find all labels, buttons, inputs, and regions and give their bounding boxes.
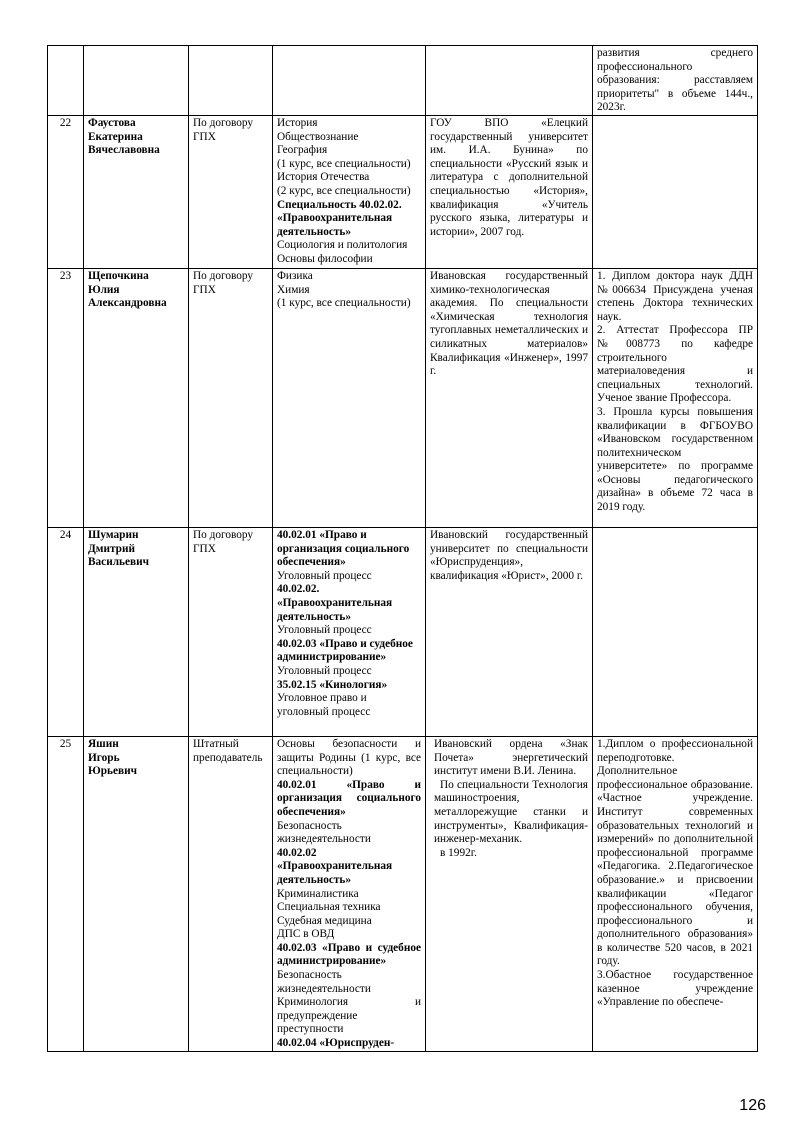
row-number [48,46,84,116]
qualification-item: 3.Обастное государственное казенное учреждение «Управление по обеспече- [597,969,753,1009]
subject-line: (1 курс, все специальности) [277,297,411,310]
education-cell [426,736,593,1051]
qualification-cell [593,115,758,268]
education-cell: Ивановский государственный университет по специальности «Юриспруденция», квалификация «Юрист», 2000 г. [426,527,593,736]
teacher-name [84,736,189,1051]
teacher-name [84,527,189,736]
qualification-item: 3. Прошла курсы повышения квалификации в ФГБОУВО «Ивановском государственном политехническом университете» по программе «Основы педагогического дизайна» в объеме 72 часа в 2019 году. [597,405,753,514]
subject-line: (1 курс, все специальности) [277,157,411,170]
education-cell: Ивановская государственный химико-технологическая академия. По специальности «Химическая технология тугоплавных неметаллических и силикатных материалов» Квалификация «Инженер», 1997 г. [426,268,593,527]
subject-line: Безопасность жизнедеятельности [277,969,371,995]
employment-type [189,46,273,116]
qualification-cell: развития среднего профессионального образования: расставляем приоритеты" в объеме 144ч., 2023г. [593,46,758,116]
qualification-cell [593,736,758,1051]
qualification-cell [593,268,758,527]
subject-line: Обществознание [277,130,359,143]
specialty-heading: 40.02.03 «Право и судебное администрирование» [277,941,421,968]
subject-line: Уголовное право и уголовный процесс [277,692,371,718]
table-row [48,268,758,527]
table-row [48,46,758,116]
patronymic: Вячеславовна [88,144,160,157]
subject-line: История [277,116,318,129]
subject-line: Уголовный процесс [277,664,372,677]
subject-line: История Отечества [277,171,370,184]
subjects-cell [273,736,426,1051]
first-name: Дмитрий [88,542,135,555]
subjects-cell [273,46,426,116]
subject-line: Физика [277,269,313,282]
surname: Фаустова [88,116,136,129]
specialty-heading: 40.02.01 «Право и организация социального обеспечения» [277,528,410,569]
specialty-heading: 40.02.01 «Право и организация социального обеспечения» [277,778,421,818]
subject-line: Криминалистика [277,887,359,900]
subjects-cell [273,115,426,268]
specialty-heading: 40.02.02. «Правоохранительная деятельность» [277,583,393,623]
teacher-name [84,115,189,268]
table-row [48,736,758,1051]
qualification-cell [593,527,758,736]
employment-type: По договору ГПХ [189,115,273,268]
subject-line: География [277,144,328,157]
surname: Щепочкина [88,269,149,282]
table-row [48,527,758,736]
teacher-name [84,268,189,527]
teacher-name [84,46,189,116]
qualification-item: 2. Аттестат Профессора ПР №008773 по кафедре строительного материаловедения и специальных технологий. Ученое звание Профессора. [597,324,753,405]
subject-line: Социология и политология [277,239,408,252]
subject-line: Уголовный процесс [277,569,372,582]
specialty-heading: 40.02.02 «Правоохранительная деятельность» [277,846,393,886]
surname: Яшин [88,737,119,750]
qualification-item: 1.Диплом о профессиональной переподготовке. Дополнительное профессиональное образование. «Частное учреждение. Институт современных образовательных технологий и измерений» по дополнительной профессиональной программе «Педагогика. 2.Педагогическое образование.» и присвоении квалификации «Педагог профессионального обучения, профессионального и дополнительного образования» в количестве 520 часов, в 2021 году. [597,737,753,968]
surname: Шумарин [88,528,139,541]
education-cell [426,46,593,116]
patronymic: Юрьевич [88,765,137,778]
education-item: Ивановский ордена «Знак Почета» энергетический институт имени В.И. Ленина. [434,737,588,778]
specialty-heading: 35.02.15 «Кинология» [277,678,388,691]
row-number: 24 [48,527,84,736]
first-name: Юлия [88,283,120,296]
first-name: Екатерина [88,130,143,143]
specialty-heading: 40.02.03 «Право и судебное администрирование» [277,637,413,664]
qualification-item: 1. Диплом доктора наук ДДН №006634 Присуждена ученая степень Доктора технических наук. [597,269,753,323]
patronymic: Васильевич [88,556,150,569]
subject-line: ДПС в ОВД [277,928,335,941]
subject-line: Криминология и предупреждение преступности [277,996,421,1036]
table-row [48,115,758,268]
subject-line: Безопасность жизнедеятельности [277,819,371,846]
row-number: 25 [48,736,84,1051]
page-number: 126 [739,1097,766,1114]
subject-line: Основы философии [277,252,373,265]
subject-line: (2 курс, все специальности) [277,184,411,197]
patronymic: Александровна [88,297,167,310]
subject-line: Судебная медицина [277,914,372,927]
row-number: 22 [48,115,84,268]
subjects-cell [273,527,426,736]
education-cell: ГОУ ВПО «Елецкий государственный университет им. И.А. Бунина» по специальности «Русский язык и литература с дополнительной специальностью «История», квалификация «Учитель русского языка, литературы и истории», 2007 год. [426,115,593,268]
employment-type: Штатный преподаватель [189,736,273,1051]
subject-line: Специальная техника [277,901,381,914]
subject-line: Химия [277,283,310,296]
subject-line: Уголовный процесс [277,624,372,637]
subject-line: Основы безопасности и защиты Родины (1 курс, все специальности) [277,737,421,778]
education-item: По специальности Технология машиностроения, металлорежущие станки и инструменты», Квалификация-инженер-механик. [434,778,588,846]
employment-type: По договору ГПХ [189,527,273,736]
first-name: Игорь [88,751,120,764]
specialty-heading: Специальность 40.02.02. «Правоохранительная деятельность» [277,198,402,238]
subjects-cell [273,268,426,527]
staff-table [47,45,758,1052]
education-item: в 1992г. [440,846,477,859]
row-number: 23 [48,268,84,527]
specialty-heading: 40.02.04 «Юриспруден- [277,1037,395,1050]
employment-type: По договору ГПХ [189,268,273,527]
